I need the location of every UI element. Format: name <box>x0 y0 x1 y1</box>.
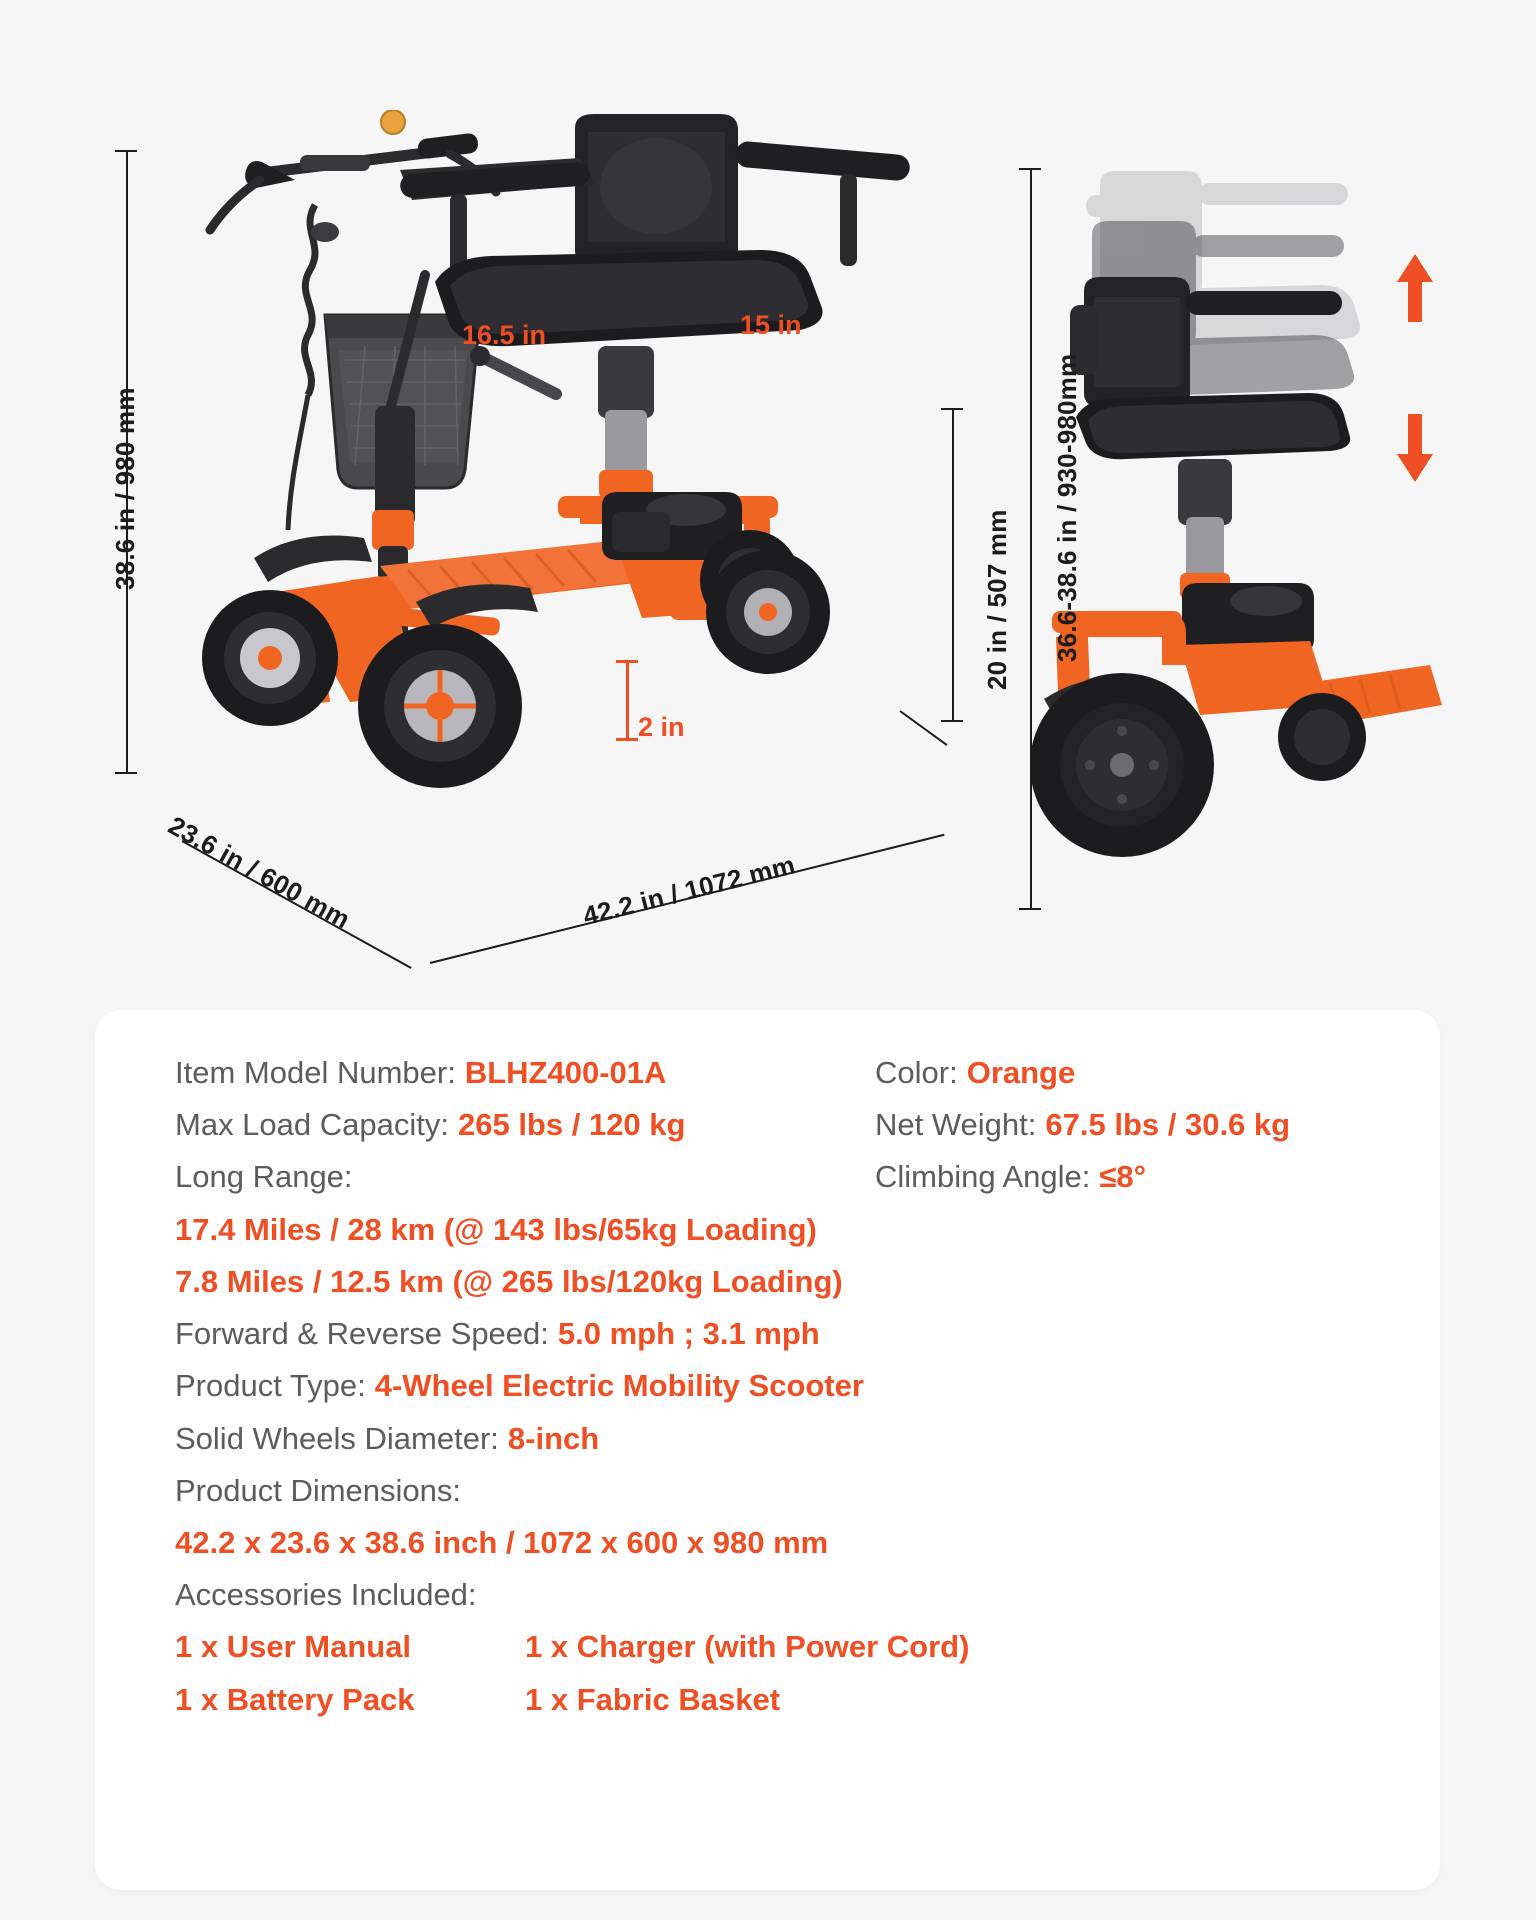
spec-color-value: Orange <box>966 1055 1076 1090</box>
scooter-adjustable-height-illustration <box>1030 145 1450 885</box>
spec-row-load-weight <box>175 1100 1400 1152</box>
spec-wheels-label: Solid Wheels Diameter: <box>175 1420 499 1456</box>
spec-climbing-angle-value: ≤8° <box>1099 1159 1147 1195</box>
accessory-item-2-value: 1 x Charger (with Power Cord) <box>525 1629 970 1665</box>
spec-range-line-2-value: 7.8 Miles / 12.5 km (@ 265 lbs/120kg Loading) <box>175 1263 843 1299</box>
spec-speed-value: 5.0 mph ; 3.1 mph <box>557 1316 820 1352</box>
spec-product-type-label: Product Type: <box>175 1368 366 1404</box>
spec-long-range <box>175 1152 875 1202</box>
dimension-cap-bottom-left <box>115 772 137 774</box>
accessory-item-1 <box>175 1622 525 1672</box>
dimension-label-seat-depth: 16.5 in <box>462 320 547 350</box>
dimension-line-seat-height <box>952 408 954 720</box>
spec-product-type-value: 4-Wheel Electric Mobility Scooter <box>374 1368 864 1404</box>
dimension-label-seat-width: 15 in <box>740 310 802 340</box>
dimension-cap-seat-top <box>941 408 963 410</box>
spec-range-line-1 <box>175 1205 1400 1255</box>
dimension-label-total-height: 38.6 in / 980 mm <box>110 387 140 590</box>
spec-max-load-label: Max Load Capacity: <box>175 1107 449 1143</box>
spec-range-line-1-value: 17.4 Miles / 28 km (@ 143 lbs/65kg Loading) <box>175 1211 817 1247</box>
accessory-row-2 <box>175 1675 1400 1727</box>
spec-color-label: Color: <box>875 1055 958 1090</box>
spec-model <box>175 1048 875 1098</box>
dimension-cap-deck-top <box>616 660 638 663</box>
spec-accessories-label: Accessories Included: <box>175 1577 477 1613</box>
spec-color <box>875 1048 1400 1098</box>
dimension-label-deck-height: 2 in <box>638 712 685 742</box>
dimension-line-adjustable-height <box>1030 168 1032 908</box>
spec-accessories <box>175 1570 1400 1620</box>
spec-net-weight-value: 67.5 lbs / 30.6 kg <box>1045 1107 1291 1143</box>
dimension-label-seat-height: 20 in / 507 mm <box>982 509 1012 690</box>
dimension-label-length: 42.2 in / 1072 mm <box>580 849 799 932</box>
spec-speed-label: Forward & Reverse Speed: <box>175 1316 549 1352</box>
accessory-item-4 <box>525 1675 1400 1725</box>
accessory-item-3-value: 1 x Battery Pack <box>175 1681 415 1717</box>
accessory-item-1-value: 1 x User Manual <box>175 1629 412 1665</box>
spec-model-label: Item Model Number: <box>175 1055 456 1090</box>
spec-max-load <box>175 1100 875 1150</box>
dimension-line-deck-height <box>626 660 629 740</box>
spec-climbing-angle <box>875 1152 1400 1202</box>
spec-dimensions <box>175 1466 1400 1516</box>
spec-max-load-value: 265 lbs / 120 kg <box>457 1107 686 1143</box>
spec-net-weight <box>875 1100 1400 1150</box>
spec-range-line-2 <box>175 1257 1400 1307</box>
spec-model-value: BLHZ400-01A <box>464 1055 667 1090</box>
spec-wheels <box>175 1414 1400 1464</box>
dimension-cap-top-left <box>115 150 137 152</box>
accessory-item-4-value: 1 x Fabric Basket <box>525 1681 781 1717</box>
dimension-cap-adj-bottom <box>1019 908 1041 910</box>
dimension-label-width: 23.6 in / 600 mm <box>163 810 356 935</box>
spec-long-range-label: Long Range: <box>175 1159 353 1195</box>
spec-row-model-color <box>175 1048 1400 1100</box>
dimension-cap-adj-top <box>1019 168 1041 170</box>
spec-climbing-angle-label: Climbing Angle: <box>875 1159 1091 1195</box>
spec-dimensions-value: 42.2 x 23.6 x 38.6 inch / 1072 x 600 x 980 mm <box>175 1524 829 1560</box>
spec-product-type <box>175 1361 1400 1411</box>
specifications-card <box>95 1010 1440 1890</box>
dimension-cap-seat-bottom <box>941 720 963 722</box>
accessory-row-1 <box>175 1622 1400 1674</box>
spec-row-range-angle <box>175 1152 1400 1204</box>
dimension-cap-deck-bottom <box>616 738 638 741</box>
scooter-side-view-illustration <box>150 110 970 900</box>
arrow-down-icon <box>1394 412 1436 484</box>
arrow-up-icon <box>1394 252 1436 324</box>
accessory-item-3 <box>175 1675 525 1725</box>
spec-wheels-value: 8-inch <box>507 1420 600 1456</box>
dimension-label-adjustable-height: 36.6-38.6 in / 930-980mm <box>1052 353 1082 662</box>
spec-dimensions-value-row <box>175 1518 1400 1568</box>
spec-net-weight-label: Net Weight: <box>875 1107 1037 1143</box>
accessory-item-2 <box>525 1622 1400 1672</box>
spec-speed <box>175 1309 1400 1359</box>
spec-dimensions-label: Product Dimensions: <box>175 1472 462 1508</box>
